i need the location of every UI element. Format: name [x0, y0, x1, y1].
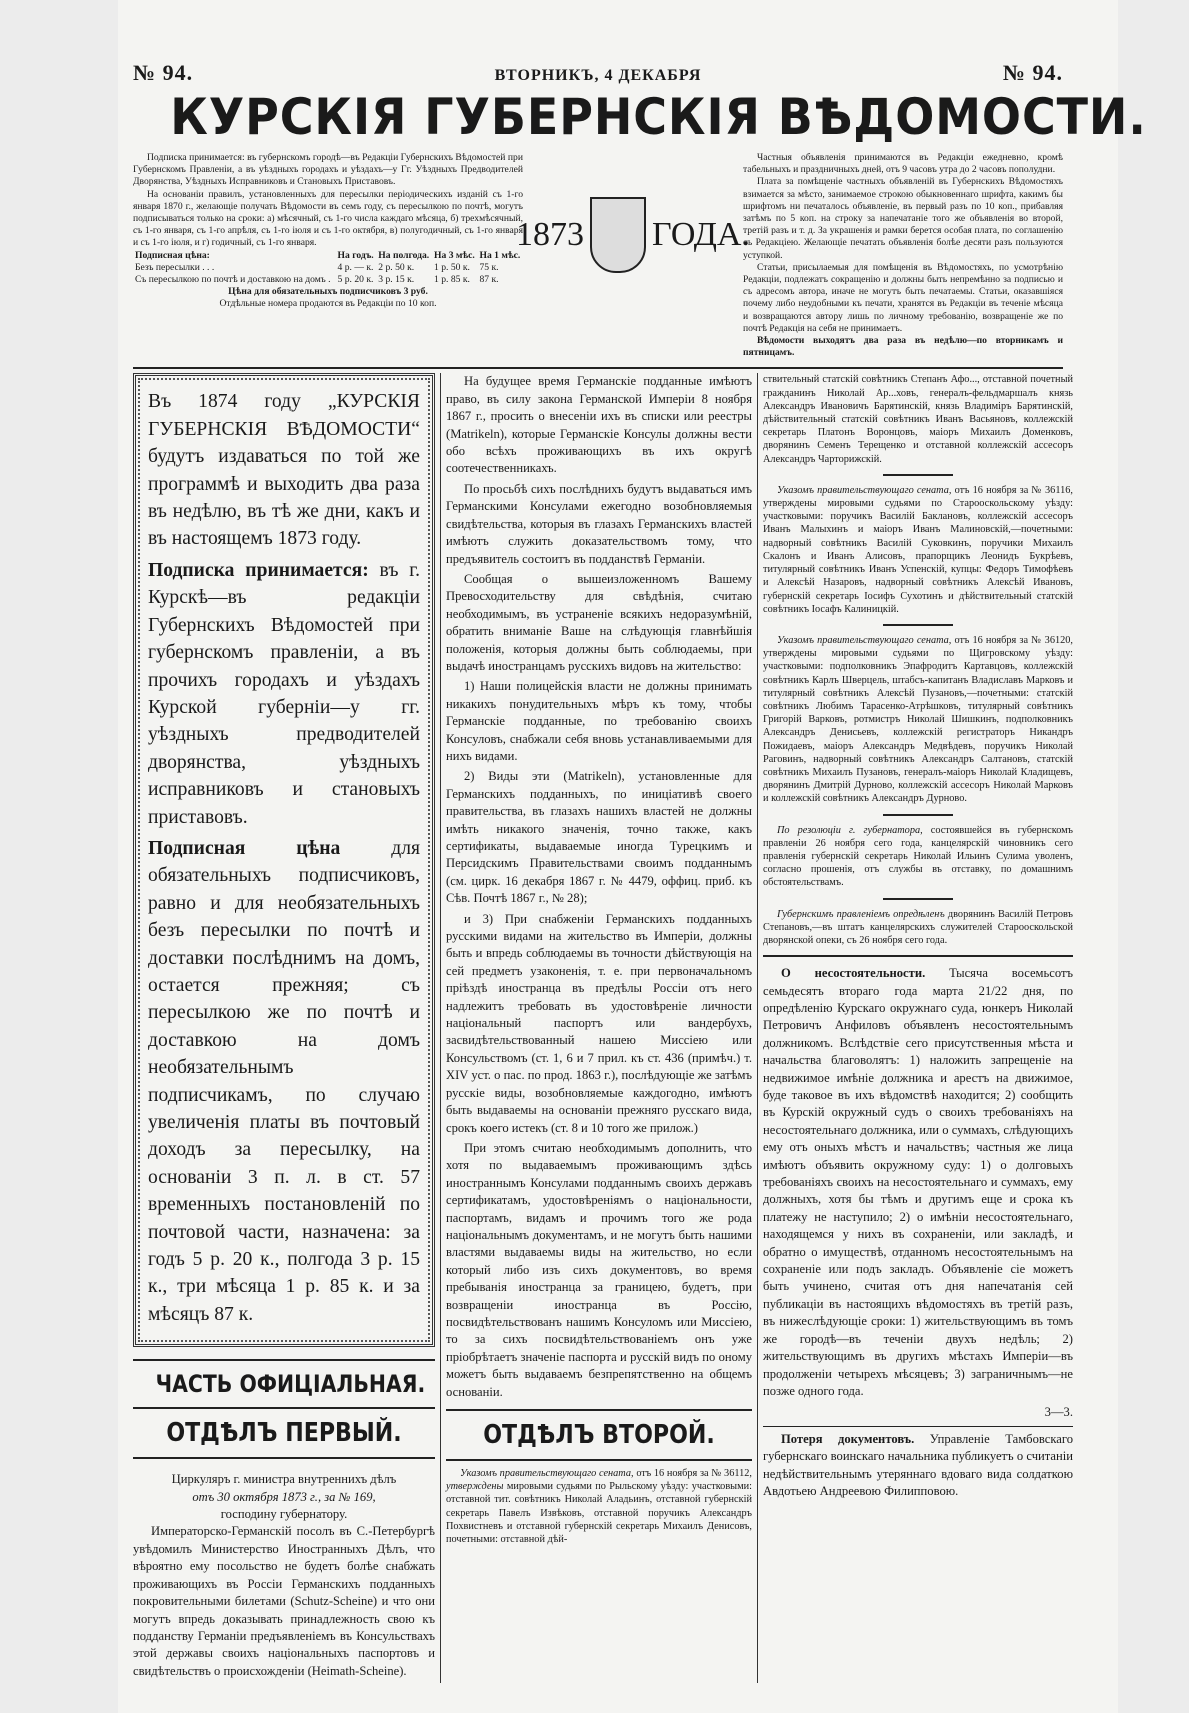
subscription-announcement-box	[133, 373, 435, 1347]
paragraph: На будущее время Германскіе подданные имѣютъ право, въ силу закона Германской Имперіи 8 ноября 1867 г., просить о внесеніи ихъ въ списки или реестры (Matrikeln), которые Германскіе Консулы должны вести обо всѣхъ проживающихъ въ ихъ округѣ соотечественникахъ.	[446, 374, 752, 476]
resolution-lead: По резолюціи г. губернатора,	[777, 824, 923, 836]
paragraph: ствительный статскій совѣтникъ Степанъ Афо..., отставной почетный гражданинъ Николай Ар...ховъ, генералъ-фельдмаршалъ князь Александръ Ивановичъ Барятинскій, князь Владиміръ Барятинскій, дѣйствительный статскій совѣтникъ Иванъ Васьяновъ, коллежскій секретарь Платонъ Воронцовъ, маіоръ Михаилъ Доменковъ, дворянинъ Семенъ Терещенко и отставной коллежскій ассесоръ Александръ Чарторижскій.	[763, 374, 1073, 465]
section-heading: ОТДѢЛЪ ВТОРОЙ.	[483, 1420, 715, 1451]
issue-number-right: № 94.	[1002, 60, 1063, 85]
insolvency-mark: 3—3.	[1044, 1405, 1073, 1420]
official-section	[133, 1359, 435, 1680]
announcement-text: Въ 1874 году „КУРСКІЯ ГУБЕРНСКІЯ ВѢДОМОСТИ“ будутъ издаваться по той же программѣ и выходить два раза въ недѣлю, въ тѣ же дни, какъ и въ настоящемъ 1873 году.	[148, 391, 420, 550]
lost-documents-lead: Потеря документовъ.	[781, 1431, 915, 1446]
price-cell: Безъ пересылки . . .	[135, 261, 215, 273]
announcement-text: въ г. Курскѣ—въ редакціи Губернскихъ Вѣдомостей при губернскомъ правленіи, а въ прочихъ городахъ и уѣздахъ Курской губерніи—у гг. уѣздныхъ предводителей дворянства, уѣздныхъ исправниковъ и становыхъ приставовъ.	[148, 559, 421, 828]
year-left: 1873	[516, 216, 585, 253]
masthead-title: КУРСКІЯ ГУБЕРНСКІЯ ВѢДОМОСТИ.	[170, 88, 1147, 146]
price-header: Подписная цѣна:	[135, 249, 210, 261]
price-cell: 1 р. 85 к.	[434, 273, 470, 285]
appointment-text: дворянинъ Василій Петровъ Степановъ,—въ штатъ канцелярскихъ служителей Старооскольской дворянской опеки, съ 26 ноября сего года.	[763, 908, 1073, 946]
price-header: На годъ.	[337, 249, 374, 261]
price-header: На полгода.	[378, 249, 430, 261]
price-cell: 2 р. 50 к.	[378, 261, 415, 273]
insolvency-lead: О несостоятельности.	[781, 966, 926, 981]
section-heading: ОТДѢЛЪ ПЕРВЫЙ.	[166, 1418, 402, 1449]
left-column	[133, 373, 435, 1683]
announcement-lead: Подписная цѣна	[148, 837, 341, 859]
ads-hours: Частныя объявленія принимаются въ Редакціи ежедневно, кромѣ табельныхъ и праздничныхъ дней, отъ 9 часовъ утра до 2 часовъ пополудни.	[743, 152, 1063, 176]
price-cell: 1 р. 50 к.	[434, 261, 470, 273]
decree-text: отъ 16 ноября за № 36120, утверждены мировыми судьями по Щигровскому уѣзду: участковыми: подполковникъ Эпафродитъ Картавцовъ, коллежскій совѣтникъ Карлъ Шверцель, штабсъ-капитанъ Владиславъ Марковъ и титулярный совѣтникъ Алексѣй Пузановъ,—почетными: статскій совѣтникъ Любимъ Тарасенко-Атрѣшковъ, титулярный совѣтникъ Григорій Варковъ, ротмистръ Николай Шишкинъ, подполковникъ Александръ Денисьевъ, коллежскій регистраторъ Никандръ Пожидаевъ, маіоръ Александръ Медвѣдевъ, поручикъ Николай Раговинъ, надворный совѣтникъ Александръ Салтановъ, статскій совѣтникъ Михаилъ Пузановъ, генералъ-маіоръ Николай Кладищевъ, дворянинъ Дмитрій Дурново, коллежскій ассесоръ Николай Марковъ и коллежскій совѣтникъ Александръ Дурново.	[763, 634, 1073, 805]
articles-policy: Статьи, присылаемыя для помѣщенія въ Вѣдомостяхъ, по усмотрѣнію Редакціи, подлежатъ сокращенію и должны быть непремѣнно за подписью и съ адресомъ автора, иначе не могутъ быть печатаемы. Статьи, оказавшіяся почему либо неудобными къ печати, хранятся въ Редакціи въ теченіе мѣсяца и возвращаются автору лишь по личному требованію, возвращеніе же по почтѣ Редакція на себя не принимаетъ.	[743, 261, 1063, 334]
header-divider	[133, 367, 1063, 369]
decree-lead: Указомъ правительствующаго сената,	[460, 1468, 634, 1480]
price-header: На 1 мѣс.	[479, 249, 521, 261]
middle-column	[446, 373, 752, 1550]
issue-date: ВТОРНИКЪ, 4 ДЕКАБРЯ	[494, 67, 702, 84]
decree-text: отъ 16 ноября за № 36116, утверждены мировыми судьями по Старооскольскому уѣзду: участковыми: поручикъ Василій Баклановъ, коллежскій ассесоръ Иванъ Малыхинъ и маіоръ Иванъ Малиновскій,—почетными: надворный совѣтникъ Василій Суковкинъ, поручики Михаилъ Скалонъ и Иванъ Алисовъ, прапорщикъ Леонидъ Букрѣевъ, титулярный совѣтникъ Иванъ Успенскій, купцы: Федоръ Тимофѣевъ и Алексѣй Назаровъ, надворный совѣтникъ Алексѣй Ивановъ, губернскій секретарь Іосифъ Сухотинъ и дѣйствительный статскій совѣтникъ Іосафъ Калиницкій.	[763, 484, 1073, 615]
year-right: ГОДА.	[652, 216, 750, 253]
circular-text: Императорско-Германскій посолъ въ С.-Петербургѣ увѣдомилъ Министерство Иностранныхъ Дѣлъ, что вѣроятно ему посольство не будетъ болѣе снабжать проживающихъ въ Россіи Германскихъ подданныхъ покровительными билетами (Schutz-Scheine) и что они могутъ впредь доказывать принадлежность свою къ подданству Германіи предъявленіемъ въ Консульствахъ этой державы своихъ національныхъ паспортовъ и свидѣтельствъ о происхожденіи (Heimath-Scheine).	[133, 1524, 435, 1678]
newspaper-page	[118, 0, 1147, 1713]
column-divider	[440, 373, 441, 1683]
price-table	[133, 250, 523, 286]
announcement-text: для обязательныхъ подписчиковъ, равно и для необязательныхъ безъ пересылки по почтѣ и доставки послѣднимъ на домъ, остается прежняя; съ пересылкою же по почтѣ и доставкою на домъ необязательнымъ подписчикамъ, по случаю увеличенія платы въ почтовый доходъ за пересылку, на основаніи 3 п. л. в ст. 57 временныхъ постановленій по почтовой части, назначена: за годъ 5 р. 20 к., полгода 3 р. 15 к., три мѣсяца 1 р. 85 к. и за мѣсяцъ 87 к.	[148, 837, 420, 1325]
decree-lead: Указомъ правительствующаго сената,	[777, 634, 952, 646]
circular-title: Циркуляръ г. министра внутреннихъ дѣлъ	[171, 1472, 397, 1487]
paragraph: 1) Наши полицейскія власти не должны принимать никакихъ понудительныхъ мѣръ къ тому, чтобы Германскіе подданные, по требованію своихъ Консуловъ, снабжали себя вновь устанавливаемыми для нихъ видами.	[446, 679, 752, 763]
paragraph: 2) Виды эти (Matrikeln), установленные для Германскихъ подданныхъ, по иниціативѣ своего правительства, въ глазахъ нашихъ властей не должны имѣть никакого значенія, точно также, какъ сертификаты, выдаваемые иногда Турецкимъ и Персидскимъ Правительствами своимъ подданнымъ (см. цирк. 16 декабря 1867 г. № 4479, оффиц. приб. къ Сѣв. Почтѣ 1867 г., № 28);	[446, 769, 752, 906]
decree-lead: Указомъ правительствующаго сената,	[777, 484, 952, 496]
lost-documents-text: Управленіе Тамбовскаго губернскаго воинскаго начальника публикуетъ о считаніи недѣйствительнымъ утеряннаго вдоваго вида солдаткою Авдотьею Андреевою Филипповою.	[763, 1431, 1073, 1498]
ads-info	[743, 152, 1063, 359]
price-cell: Съ пересылкою по почтѣ и доставкою на домъ .	[135, 273, 331, 285]
emblem-block	[516, 197, 750, 273]
column-divider	[757, 373, 758, 1683]
price-header: На 3 мѣс.	[434, 249, 475, 261]
mandatory-price: Цѣна для обязательныхъ подписчиковъ 3 руб.	[228, 285, 428, 297]
coat-of-arms-icon	[590, 197, 646, 273]
price-cell: 87 к.	[479, 273, 499, 285]
insolvency-text: Тысяча восемьсотъ семьдесятъ втораго года марта 21/22 дня, по опредѣленію Курскаго окружнаго суда, юнкеръ Николай Петровичъ Анфиловъ объявленъ несостоятельнымъ должникомъ. Вслѣдствіе сего присутственныя мѣста и начальства благоволятъ: 1) наложить запрещеніе на недвижимое имѣніе должника и арестъ на движимое, буде таковое въ ихъ вѣдомствѣ находится; 2) сообщить въ Курскій окружный судъ о своихъ требованіяхъ на несостоятельнаго должника, или о суммахъ, слѣдующихъ ему отъ оныхъ мѣстъ и начальствъ; частныя же лица имѣютъ объявить окружному суду: 1) о долговыхъ требованіяхъ своихъ на несостоятельнаго и суммахъ, ему должныхъ, хотя бы тѣмъ и другимъ еще и срока къ платежу не наступило; 2) о имѣніи несостоятельнаго, находящемся у нихъ въ сохраненіи, или закладѣ, и обратно о имуществѣ, отданномъ несостоятельнымъ на сохраненіе или подъ закладъ. Объявленіе сіе можетъ быть учинено, считая отъ дня напечатанія сей публикаціи въ настоящихъ вѣдомостяхъ въ третій разъ, въ нижеслѣдующіе сроки: 1) жительствующимъ въ томъ же городѣ—въ теченіи двухъ недѣль; 2) жительствующимъ въ другихъ мѣстахъ Имперіи—въ продолженіи четырехъ мѣсяцевъ; 3) заграничнымъ—не позже одного года.	[763, 966, 1073, 1398]
price-cell: 75 к.	[479, 261, 499, 273]
price-cell: 4 р. — к.	[337, 261, 374, 273]
decree-date: отъ 16 ноября за № 36112,	[633, 1468, 752, 1480]
paragraph: Сообщая о вышеизложенномъ Вашему Превосходительству для свѣдѣнія, считаю необходимымъ, въ устраненіе всякихъ недоразумѣній, обратить вниманіе Ваше на слѣдующія главнѣйшія положенія, которыя должны быть соблюдаемы, при выдачѣ иностранцамъ русскихъ видовъ на жительство:	[446, 571, 752, 673]
postal-rules-text: На основаніи правилъ, установленныхъ для пересылки періодическихъ изданій съ 1-го января 1870 г., желающіе получать Вѣдомости въ семъ году, съ пересылкою по почтѣ, могутъ подписываться только на сроки: а) мѣсячный, съ 1-го числа каждаго мѣсяца, б) трехмѣсячный, съ 1-го января, съ 1-го апрѣля, съ 1-го іюля и съ 1-го октября, в) полугодичный, съ 1-го января и съ 1-го іюля, и г) годичный, съ 1-го января.	[133, 188, 523, 249]
paragraph: По просьбѣ сихъ послѣднихъ будутъ выдаваться имъ Германскими Консулами ежегодно возобновляемыя свидѣтельства, которыя въ глазахъ Германскихъ властей имѣютъ служить доказательствомъ тому, что предъявитель состоитъ въ подданствѣ Германіи.	[446, 481, 752, 566]
price-cell: 3 р. 15 к.	[378, 273, 415, 285]
subscription-text: Подписка принимается: въ губернскомъ городѣ—въ Редакціи Губернскихъ Вѣдомостей при Губернскомъ Правленіи, а въ уѣздныхъ городахъ и уѣздахъ—у Гг. Уѣздныхъ Предводителей Дворянства, Уѣздныхъ Исправниковъ и Становыхъ Приставовъ.	[133, 152, 523, 188]
part-heading: ЧАСТЬ ОФИЦІАЛЬНАЯ.	[155, 1370, 426, 1399]
paragraph: и 3) При снабженіи Германскихъ подданныхъ русскими видами на жительство въ Имперіи, должны быть и впредь соблюдаемы въ точности дѣйствующія на сей предметъ узаконенія, т. е. при первоначальномъ пріѣздѣ иностранца въ предѣлы Россіи отъ него надлежитъ требовать въ удостовѣреніе личности національный паспортъ или вандербухъ, засвидѣтельствованный нашею Миссіею или Консульствомъ (ст. 1, 6 и 7 прил. къ ст. 436 (примѣч.) т. XIV уст. о пас. по прод. 1863 г.), послѣдующіе же затѣмъ русскіе виды, возобновляемые каждогодно, имѣютъ быть выдаваемы на основаніи прежняго русскаго вида, срокъ коего истекъ (ст. 8 и 10 того же прилож.)	[446, 911, 752, 1135]
announcement-lead: Подписка принимается:	[148, 559, 369, 581]
single-copy-price: Отдѣльные номера продаются въ Редакціи по 10 коп.	[219, 297, 437, 309]
appointment-lead: Губернскимъ правленіемъ опредѣленъ	[777, 908, 945, 920]
decree-text: мировыми судьями по Рыльскому уѣзду: участковыми: отставной тит. совѣтникъ Николай Аладьинъ, отставной губернскій секретарь Павелъ Извѣковъ, отставной поручикъ Александръ Похвистневъ и отставной губернскій секретарь Михаилъ Денисовъ, почетными: отставной дѣй-	[446, 1481, 752, 1546]
subscription-info	[133, 152, 523, 310]
price-cell: 5 р. 20 к.	[337, 273, 374, 285]
circular-addressee: господину губернатору.	[220, 1507, 348, 1522]
decree-verb: утверждены	[446, 1481, 504, 1493]
paragraph: При этомъ считаю необходимымъ дополнить, что хотя по выдаваемымъ проживающимъ здѣсь иностраннымъ Консулами подданнымъ своихъ державъ сертификатамъ, удостовѣреніямъ о національности, паспортамъ, видамъ и прочимъ того же рода національнымъ документамъ, и не могутъ быть нашими властями выдаваемы виды на жительство, но если который либо изъ сихъ документовъ, во время пребыванія иностранца за границею, будетъ, при возвращеніи иностранца въ Россію, посвидѣтельствованъ нашимъ Консуломъ или Миссіею, то за сихъ посвидѣтельствованіемъ онъ уже пріобрѣтаетъ значеніе паспорта и русскій видъ по оному можетъ быть выдаваемъ безпрепятственно на общемъ основаніи.	[446, 1140, 752, 1399]
right-column	[763, 373, 1073, 1504]
publication-schedule: Вѣдомости выходятъ два раза въ недѣлю—по вторникамъ и пятницамъ.	[743, 335, 1063, 359]
resolution-text: состоявшейся въ губернскомъ правленіи 26 ноября сего года, канцелярскій чиновникъ сего правленія губернскій секретарь Николай Ильинъ Сулима уволенъ, согласно прошенія, отъ службы въ отставку, по домашнимъ обстоятельствамъ.	[763, 824, 1073, 889]
circular-date: отъ 30 октября 1873 г., за № 169,	[192, 1489, 376, 1504]
issue-number-left: № 94.	[133, 60, 194, 85]
ads-rates: Плата за помѣщеніе частныхъ объявленій въ Губернскихъ Вѣдомостяхъ взимается за мѣсто, занимаемое строкою обыкновеннаго шрифта, какимъ бы шрифтомъ ни печаталось объявленіе, въ первый разъ по 10 коп., прибавляя затѣмъ по 5 коп. на строку за напечатаніе того же объявленія во второй, третій разъ и т. д. За украшенія и рамки берется особая плата, по соглашенію съ Редакціею. Желающіе печатать объявленія болѣе десяти разъ пользуются уступкой.	[743, 176, 1063, 261]
